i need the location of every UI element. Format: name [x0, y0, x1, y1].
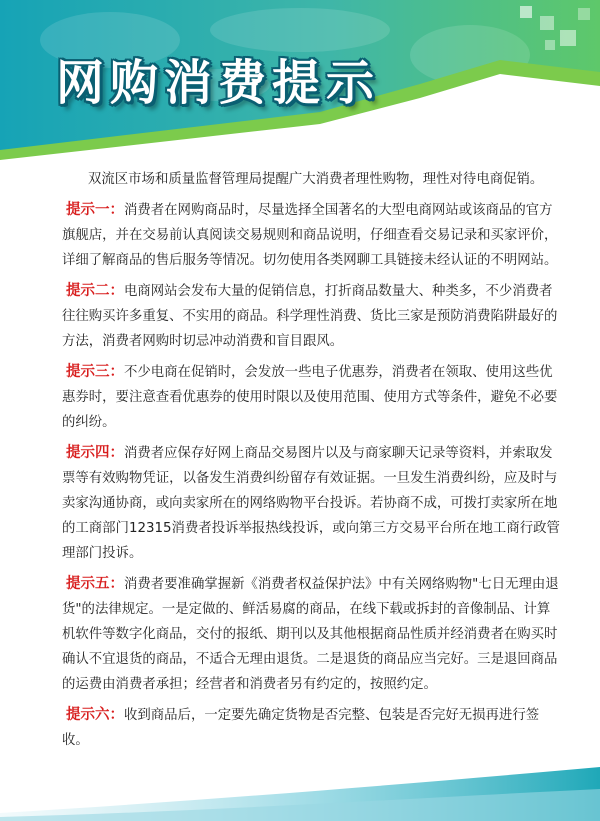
tip-4-text: 消费者应保存好网上商品交易图片以及与商家聊天记录等资料，并索取发票等有效购物凭证，以备发生消费纠纷留存有效证据。一旦发生消费纠纷，应及时与卖家沟通协商，或向卖家所在的网络购物平台投诉。若协商不成，可拨打卖家所在地的工商部门12315消费者投诉举报热线投诉，或向第三方交易平台所在地工商行政管理部门投诉。 [62, 446, 560, 561]
footer-swoosh [0, 731, 600, 821]
tip-6-label: 提示六： [66, 707, 124, 723]
notice-body [62, 167, 562, 759]
tip-1-text: 消费者在网购商品时，尽量选择全国著名的大型电商网站或该商品的官方旗舰店，并在交易前认真阅读交易规则和商品说明，仔细查看交易记录和买家评价，详细了解商品的售后服务等情况。切勿使用各类网聊工具链接未经认证的不明网站。 [62, 203, 558, 268]
tip-3-text: 不少电商在促销时，会发放一些电子优惠券，消费者在领取、使用这些优惠券时，要注意查看优惠券的使用时限以及使用范围、使用方式等条件，避免不必要的纠纷。 [62, 365, 558, 430]
tip-1-label: 提示一： [66, 202, 124, 218]
intro-paragraph: 双流区市场和质量监督管理局提醒广大消费者理性购物，理性对待电商促销。 [88, 172, 544, 187]
tip-2-text: 电商网站会发布大量的促销信息，打折商品数量大、种类多，不少消费者往往购买许多重复、不实用的商品。科学理性消费、货比三家是预防消费陷阱最好的方法，消费者网购时切忌冲动消费和盲目跟风。 [62, 284, 558, 349]
tip-3-label: 提示三： [66, 364, 124, 380]
tip-4 [62, 441, 562, 566]
tip-2-label: 提示二： [66, 283, 124, 299]
tip-1 [62, 198, 562, 273]
tip-5 [62, 572, 562, 697]
tip-2 [62, 279, 562, 354]
page-title: 网购消费提示 [56, 55, 381, 111]
tip-6-text: 收到商品后，一定要先确定货物是否完整、包装是否完好无损再进行签收。 [62, 708, 540, 748]
tip-3 [62, 360, 562, 435]
tip-5-label: 提示五： [66, 576, 124, 592]
tip-5-text: 消费者要准确掌握新《消费者权益保护法》中有关网络购物"七日无理由退货"的法律规定。一是定做的、鲜活易腐的商品，在线下载或拆封的音像制品、计算机软件等数字化商品，交付的报纸、期刊以及其他根据商品性质并经消费者在购买时确认不宜退货的商品，不适合无理由退货。二是退货的商品应当完好。三是退回商品的运费由消费者承担；经营者和消费者另有约定的，按照约定。 [62, 577, 559, 692]
tip-4-label: 提示四： [66, 445, 124, 461]
